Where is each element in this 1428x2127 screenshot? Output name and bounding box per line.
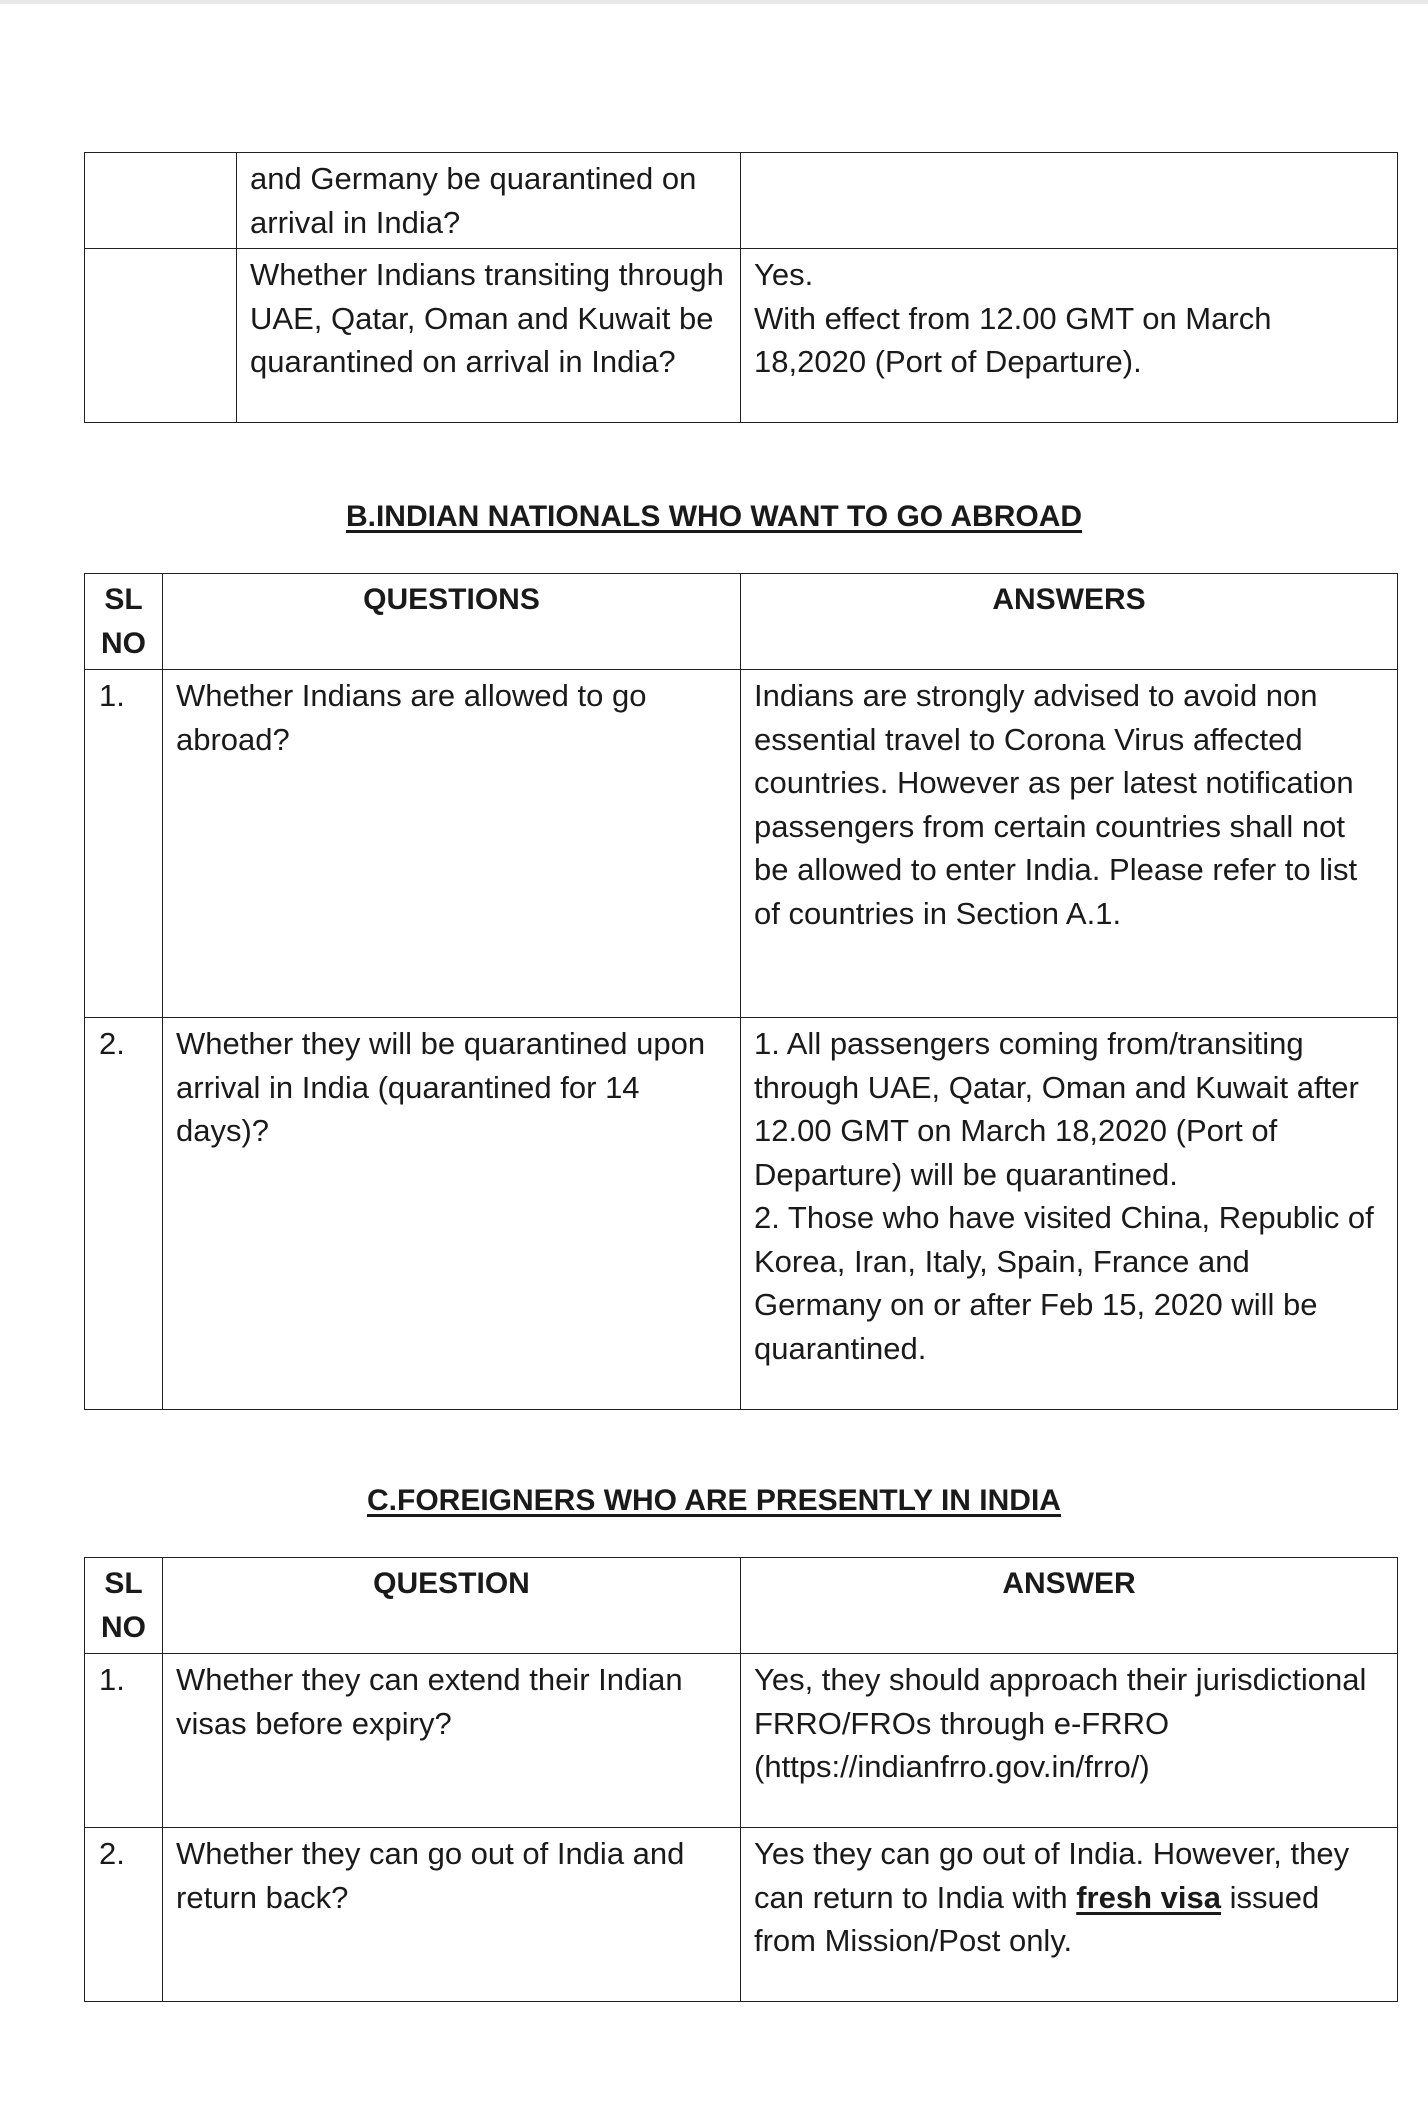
- answer-cell: [741, 1828, 1398, 2002]
- answer-line: Yes.: [754, 257, 814, 292]
- answer-cell: Yes, they should approach their jurisdictional FRRO/FROs through e-FRRO (https://indianfrro.gov.in/frro/): [741, 1654, 1398, 1828]
- section-b-table: [84, 573, 1398, 1410]
- sl-no-header: SL NO: [85, 1558, 163, 1654]
- table-row: [85, 249, 1398, 423]
- page-top-edge: [0, 0, 1428, 4]
- table-header-row: [85, 1558, 1398, 1654]
- question-cell: Whether they will be quarantined upon arrival in India (quarantined for 14 days)?: [163, 1018, 741, 1410]
- table-row: [85, 1828, 1398, 2002]
- table-row: [85, 153, 1398, 249]
- answer-cell: [741, 249, 1398, 423]
- answer-header: ANSWER: [741, 1558, 1398, 1654]
- question-cell: Whether they can extend their Indian visas before expiry?: [163, 1654, 741, 1828]
- section-c-table: [84, 1557, 1398, 2002]
- question-header: QUESTION: [163, 1558, 741, 1654]
- section-b-title: B.INDIAN NATIONALS WHO WANT TO GO ABROAD: [345, 500, 1083, 533]
- question-cell: Whether Indians transiting through UAE, Qatar, Oman and Kuwait be quarantined on arrival in India?: [237, 249, 741, 423]
- sl-no-header: SL NO: [85, 574, 163, 670]
- section-a-continued-table: [84, 152, 1398, 423]
- answer-text: issued from Mission/Post only.: [754, 1879, 1320, 1958]
- table-row: [85, 1018, 1398, 1410]
- question-cell: Whether they can go out of India and return back?: [163, 1828, 741, 2002]
- answer-cell: [741, 153, 1398, 249]
- sl-cell: 1.: [85, 670, 163, 1018]
- answer-cell: Indians are strongly advised to avoid non essential travel to Corona Virus affected countries. However as per latest notification passengers from certain countries shall not be allowed to enter India. Please refer to list of countries in Section A.1.: [741, 670, 1398, 1018]
- answer-text: Yes they can go out of India. However, they can return to India with: [754, 1836, 1350, 1915]
- question-cell: and Germany be quarantined on arrival in India?: [237, 153, 741, 249]
- answer-line: 2. Those who have visited China, Republic of Korea, Iran, Italy, Spain, France and Germany on or after Feb 15, 2020 will be quarantined.: [754, 1200, 1374, 1366]
- table-row: [85, 1654, 1398, 1828]
- sl-cell: 2.: [85, 1828, 163, 2002]
- sl-cell: [85, 249, 237, 423]
- section-c-title: C.FOREIGNERS WHO ARE PRESENTLY IN INDIA: [367, 1484, 1061, 1517]
- answers-header: ANSWERS: [741, 574, 1398, 670]
- sl-cell: [85, 153, 237, 249]
- answer-cell: [741, 1018, 1398, 1410]
- table-header-row: [85, 574, 1398, 670]
- sl-cell: 1.: [85, 1654, 163, 1828]
- question-cell: Whether Indians are allowed to go abroad?: [163, 670, 741, 1018]
- questions-header: QUESTIONS: [163, 574, 741, 670]
- answer-line: With effect from 12.00 GMT on March 18,2020 (Port of Departure).: [754, 300, 1272, 379]
- fresh-visa-emphasis: fresh visa: [1076, 1879, 1221, 1915]
- table-row: [85, 670, 1398, 1018]
- sl-cell: 2.: [85, 1018, 163, 1410]
- answer-line: 1. All passengers coming from/transiting through UAE, Qatar, Oman and Kuwait after 12.00 GMT on March 18,2020 (Port of Departure) will be quarantined.: [754, 1026, 1359, 1192]
